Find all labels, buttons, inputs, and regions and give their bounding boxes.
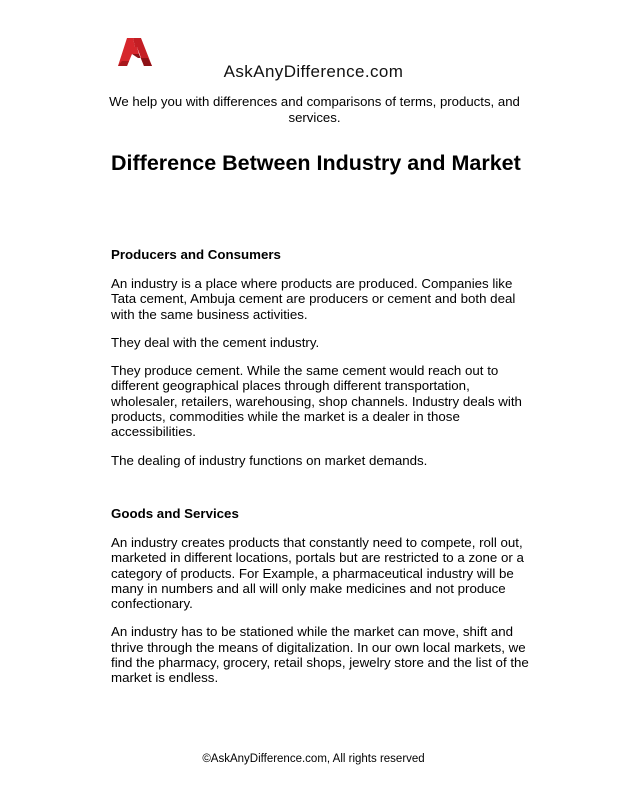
paragraph: An industry creates products that constantly need to compete, roll out, marketed in different locations, portals but are restricted to a zone or a category of products. For Example, a pharmaceutical industry will be many in numbers and all will only make medicines and not produce confectionary. [111, 534, 524, 612]
document-title: Difference Between Industry and Market [111, 151, 521, 175]
section-goods-services [111, 506, 531, 686]
paragraph: The dealing of industry functions on market demands. [111, 452, 428, 468]
document-body [111, 247, 531, 699]
paragraph: They produce cement. While the same cement would reach out to different geographical places through different transportation, wholesaler, retailers, warehousing, shop channels. Industry deals with products, commodities while the market is a dealer in those accessibilities. [111, 363, 522, 440]
paragraph: An industry is a place where products are produced. Companies like Tata cement, Ambuja cement are producers or cement and both deal with the same business activities. [111, 276, 516, 322]
section-heading: Producers and Consumers [111, 247, 281, 262]
paragraph: An industry has to be stationed while the market can move, shift and thrive through the means of digitalization. In our own local markets, we find the pharmacy, grocery, retail shops, jewelry store and the list of the market is endless. [111, 624, 529, 686]
paragraph: They deal with the cement industry. [111, 334, 320, 350]
section-heading: Goods and Services [111, 505, 239, 521]
section-producers-consumers [111, 247, 531, 468]
site-name: AskAnyDifference.com [223, 62, 404, 81]
site-tagline: We help you with differences and comparisons of terms, products, and services. [109, 94, 520, 125]
footer-copyright: ©AskAnyDifference.com, All rights reserved [202, 753, 425, 765]
